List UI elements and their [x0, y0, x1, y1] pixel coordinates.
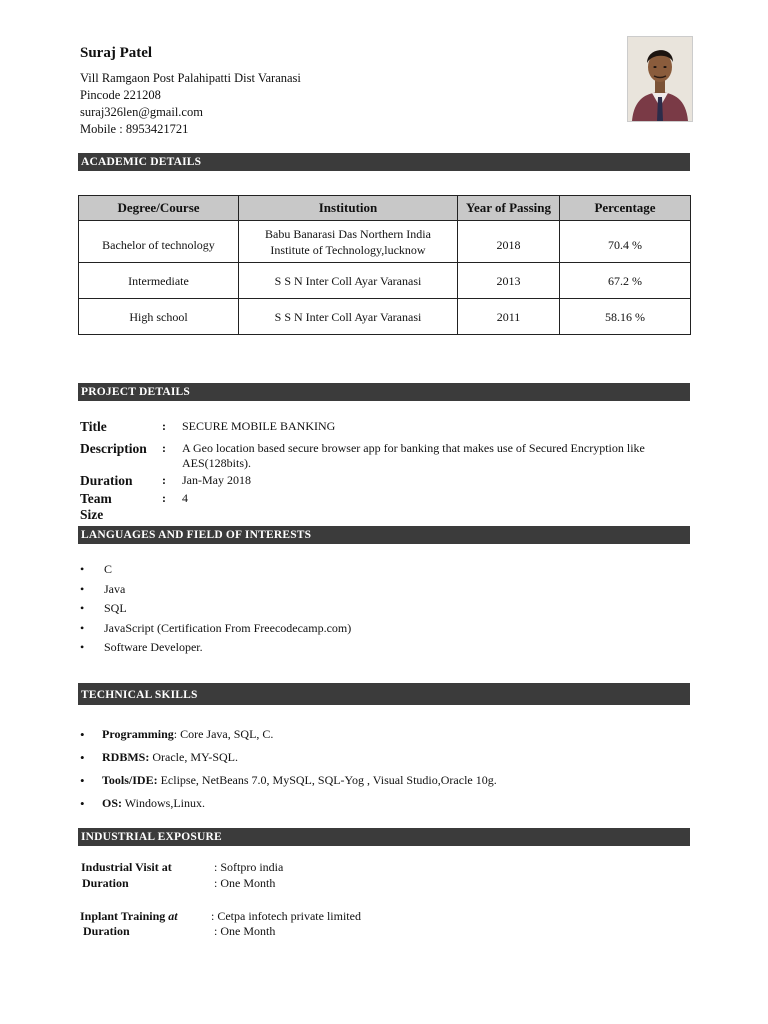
- list-item: [78, 727, 497, 750]
- degree-cell: Bachelor of technology: [79, 221, 239, 263]
- industrial-heading: INDUSTRIAL EXPOSURE: [78, 828, 690, 846]
- project-duration-value: Jan-May 2018: [182, 473, 251, 487]
- project-title-value: SECURE MOBILE BANKING: [182, 419, 336, 433]
- academic-table: [78, 195, 691, 335]
- skill-text: Windows,Linux.: [122, 796, 205, 810]
- project-description-label: Description: [80, 441, 147, 456]
- skill-label: RDBMS:: [102, 750, 150, 764]
- project-heading: PROJECT DETAILS: [78, 383, 690, 401]
- list-item: • JavaScript (Certification From Freecodecamp.com): [78, 621, 351, 641]
- table-header-row: [79, 196, 691, 221]
- industrial-visit-duration-label: Duration: [82, 876, 129, 890]
- project-duration-label: Duration: [80, 473, 133, 488]
- list-item: • SQL: [78, 601, 351, 621]
- year-cell: 2013: [458, 263, 560, 299]
- candidate-name: Suraj Patel: [80, 45, 153, 61]
- list-item: • Software Developer.: [78, 640, 351, 660]
- project-team-value: 4: [182, 491, 188, 505]
- separator-colon: :: [162, 473, 166, 487]
- list-item: • C: [78, 562, 351, 582]
- column-header-institution: Institution: [239, 196, 458, 221]
- languages-list: [78, 562, 351, 660]
- year-cell: 2011: [458, 299, 560, 335]
- project-team-label: Team Size: [80, 491, 112, 522]
- table-row: [79, 299, 691, 335]
- column-header-percentage: Percentage: [560, 196, 691, 221]
- mobile: Mobile : 8953421721: [80, 122, 189, 136]
- skill-text: : Core Java, SQL, C.: [173, 727, 274, 741]
- column-header-degree: Degree/Course: [79, 196, 239, 221]
- project-description-value: A Geo location based secure browser app for banking that makes use of Secured Encryption like AES(128bits).: [182, 441, 645, 470]
- table-row: [79, 263, 691, 299]
- skill-label: Tools/IDE:: [102, 773, 158, 787]
- contact-block: [80, 70, 301, 138]
- percentage-cell: 70.4 %: [560, 221, 691, 263]
- email: suraj326len@gmail.com: [80, 105, 203, 119]
- separator-colon: :: [162, 419, 166, 433]
- year-cell: 2018: [458, 221, 560, 263]
- table-row: [79, 221, 691, 263]
- separator-colon: :: [162, 441, 166, 455]
- list-item: [78, 773, 497, 796]
- industrial-visit-value: : Softpro india: [214, 860, 284, 874]
- institution-cell: Babu Banarasi Das Northern India Institute of Technology,lucknow: [239, 221, 458, 263]
- inplant-training-label: Inplant Training: [80, 909, 166, 923]
- separator-colon: :: [162, 491, 166, 505]
- list-item: • Java: [78, 582, 351, 602]
- institution-cell: S S N Inter Coll Ayar Varanasi: [239, 299, 458, 335]
- inplant-training-value: : Cetpa infotech private limited: [211, 909, 361, 923]
- percentage-cell: 58.16 %: [560, 299, 691, 335]
- address: Vill Ramgaon Post Palahipatti Dist Varanasi: [80, 71, 301, 85]
- list-item: [78, 796, 497, 819]
- degree-cell: High school: [79, 299, 239, 335]
- column-header-year: Year of Passing: [458, 196, 560, 221]
- percentage-cell: 67.2 %: [560, 263, 691, 299]
- technical-heading: TECHNICAL SKILLS: [78, 683, 690, 705]
- skill-label: Programming: [102, 727, 174, 741]
- languages-heading: LANGUAGES AND FIELD OF INTERESTS: [78, 526, 690, 544]
- industrial-visit-duration-value: : One Month: [214, 876, 276, 890]
- project-title-label: Title: [80, 419, 107, 434]
- list-item: [78, 750, 497, 773]
- industrial-visit-label: Industrial Visit at: [81, 860, 172, 874]
- degree-cell: Intermediate: [79, 263, 239, 299]
- inplant-training-duration-label: Duration: [83, 924, 130, 938]
- skill-text: Oracle, MY-SQL.: [149, 750, 238, 764]
- skill-text: Eclipse, NetBeans 7.0, MySQL, SQL-Yog , Visual Studio,Oracle 10g.: [157, 773, 497, 787]
- pincode: Pincode 221208: [80, 88, 161, 102]
- inplant-training-at: at: [168, 909, 178, 923]
- academic-heading: ACADEMIC DETAILS: [78, 153, 690, 171]
- technical-skills-list: [78, 727, 497, 819]
- inplant-training-duration-value: : One Month: [214, 924, 276, 938]
- profile-photo: [627, 36, 693, 122]
- skill-label: OS:: [102, 796, 123, 810]
- inplant-training-label-group: [80, 909, 178, 924]
- person-photo-illustration: [628, 37, 692, 121]
- institution-cell: S S N Inter Coll Ayar Varanasi: [239, 263, 458, 299]
